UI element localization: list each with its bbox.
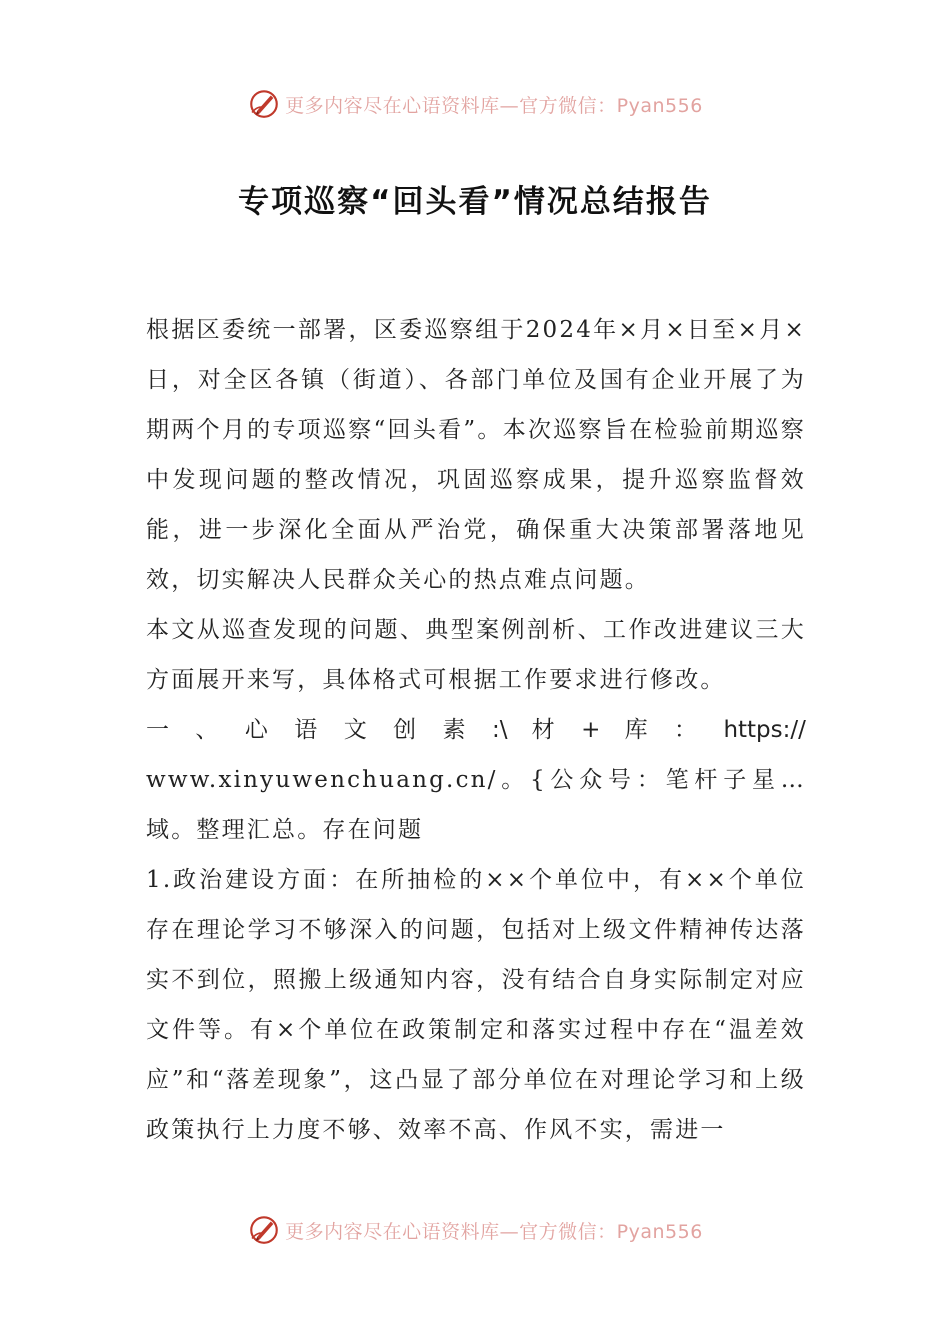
document-title: 专项巡察“回头看”情况总结报告: [238, 184, 712, 220]
watermark-text: 更多内容尽在心语资料库—官方微信：Pyan556: [285, 1220, 703, 1243]
heading-char: 、: [195, 717, 221, 743]
watermark-text: 更多内容尽在心语资料库—官方微信：Pyan556: [285, 94, 703, 117]
heading-char: ：: [674, 717, 700, 743]
footer-watermark: [0, 1210, 950, 1250]
wechat-id: Pyan556: [616, 94, 703, 117]
heading-char: +: [581, 717, 601, 743]
political-building-paragraph: 1.政治建设方面：在所抽检的××个单位中，有××个单位存在理论学习不够深入的问题，包括对上级文件精神传达落实不到位，照搬上级通知内容，没有结合自身实际制定对应文件等。有×个单位在政策制定和落实过程中存在“温差效应”和“落差现象”，这凸显了部分单位在对理论学习和上级政策执行上力度不够、效率不高、作风不实，需进一: [146, 867, 806, 1143]
heading-char: 文: [343, 717, 369, 743]
pen-logo-icon: [247, 87, 281, 121]
document-body: [146, 305, 806, 1155]
intro-paragraph: 根据区委统一部署，区委巡察组于2024年×月×日至×月×日，对全区各镇（街道）、各部门单位及国有企业开展了为期两个月的专项巡察“回头看”。本次巡察旨在检验前期巡察中发现问题的整改情况，巩固巡察成果，提升巡察监督效能，进一步深化全面从严治党，确保重大决策部署落地见效，切实解决人民群众关心的热点难点问题。: [146, 317, 806, 593]
heading-char: 创: [393, 717, 419, 743]
heading-char: 素: [442, 717, 468, 743]
outline-paragraph: 本文从巡查发现的问题、典型案例剖析、工作改进建议三大方面展开来写，具体格式可根据工作要求进行修改。: [146, 617, 806, 693]
header-watermark: [0, 84, 950, 124]
heading-char: 心: [244, 717, 271, 743]
section-heading-continuation: www.xinyuwenchuang.cn/。{公众号：笔杆子星…域。整理汇总。存在问题: [146, 767, 806, 843]
pen-logo-icon: [247, 1213, 281, 1247]
heading-char: 语: [294, 717, 320, 743]
heading-char: 材: [531, 717, 557, 743]
section-heading-line: [146, 705, 806, 755]
wechat-id: Pyan556: [616, 1220, 703, 1243]
heading-char: 一: [146, 717, 172, 743]
heading-char: 库: [624, 717, 650, 743]
url-text: https://: [723, 717, 806, 743]
heading-char: :\: [491, 717, 508, 743]
